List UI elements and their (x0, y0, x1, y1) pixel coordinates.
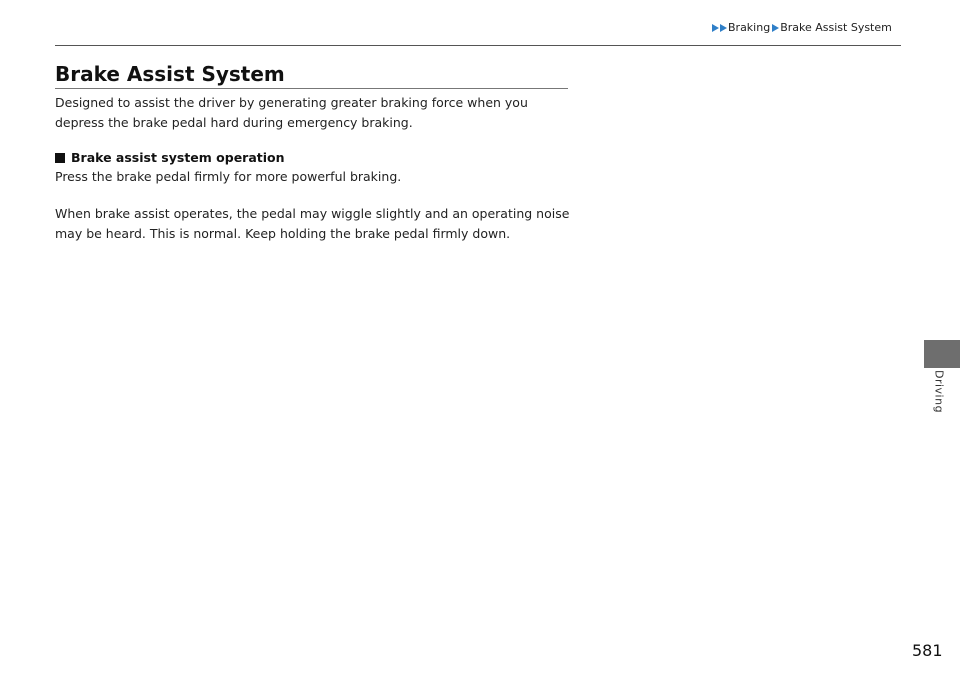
chapter-label (924, 370, 954, 430)
breadcrumb-arrow-icon (720, 24, 727, 32)
breadcrumb (712, 20, 894, 36)
section-heading (55, 149, 285, 167)
section-paragraph: Press the brake pedal firmly for more powerful braking. (55, 169, 402, 184)
title-divider (55, 88, 568, 89)
header-divider (55, 45, 901, 46)
intro-paragraph: Designed to assist the driver by generating greater braking force when you depress the brake pedal hard during emergency braking. (55, 95, 528, 130)
section-heading-text: Brake assist system operation (71, 150, 285, 165)
breadcrumb-item-braking[interactable]: Braking (728, 21, 771, 34)
chapter-tab (924, 340, 960, 368)
page-title: Brake Assist System (55, 62, 285, 86)
chapter-label-text: Driving (932, 370, 946, 414)
breadcrumb-item-brake-assist[interactable]: Brake Assist System (780, 21, 892, 34)
breadcrumb-arrow-icon (772, 24, 779, 32)
section-paragraph: When brake assist operates, the pedal may wiggle slightly and an operating noise may be heard. This is normal. Keep holding the brake pedal firmly down. (55, 206, 570, 241)
breadcrumb-arrow-icon (712, 24, 719, 32)
square-bullet-icon (55, 153, 65, 163)
page-number: 581 (912, 641, 943, 660)
